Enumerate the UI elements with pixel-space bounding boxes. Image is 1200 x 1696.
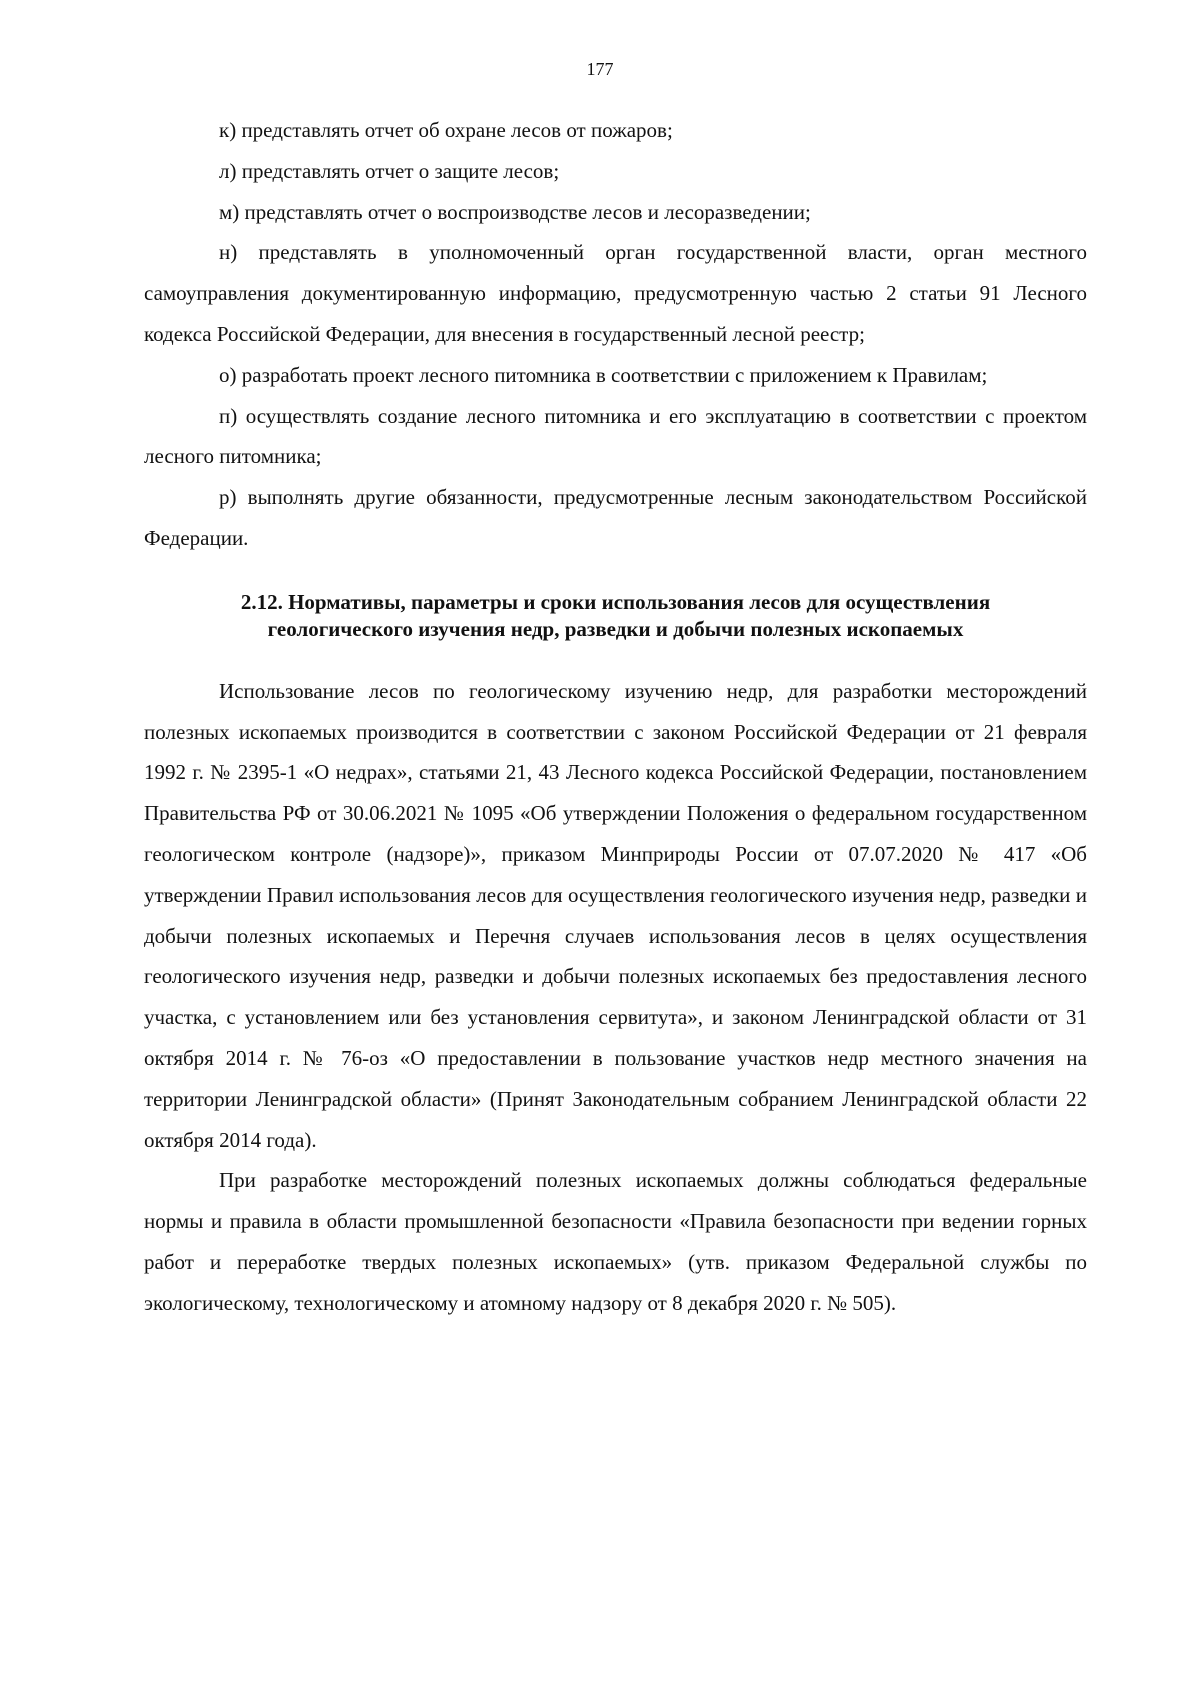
page-content [144, 110, 1087, 1324]
list-item-r: р) выполнять другие обязанности, предусмотренные лесным законодательством Российской Федерации. [144, 485, 1087, 550]
list-item-n: н) представлять в уполномоченный орган государственной власти, орган местного самоуправления документированную информацию, предусмотренную частью 2 статьи 91 Лесного кодекса Российской Федерации, для внесения в государственный лесной реестр; [144, 240, 1087, 346]
list-item-o: о) разработать проект лесного питомника в соответствии с приложением к Правилам; [219, 362, 988, 387]
list-item-p: п) осуществлять создание лесного питомника и его эксплуатацию в соответствии с проектом лесного питомника; [144, 403, 1087, 469]
section-paragraph-1: Использование лесов по геологическому изучению недр, для разработки месторождений полезных ископаемых производится в соответствии с законом Российской Федерации от 21 февраля 1992 г. № 2395-1 «О недрах», статьями 21, 43 Лесного кодекса Российской Федерации, постановлением Правительства РФ от 30.06.2021 № 1095 «Об утверждении Положения о федеральном государственном геологическом контроле (надзоре)», приказом Минприроды России от 07.07.2020 № 417 «Об утверждении Правил использования лесов для осуществления геологического изучения недр, разведки и добычи полезных ископаемых и Перечня случаев использования лесов в целях осуществления геологического изучения недр, разведки и добычи полезных ископаемых без предоставления лесного участка, с установлением или без установления сервитута», и законом Ленинградской области от 31 октября 2014 г. № 76-оз «О предоставлении в пользование участков недр местного значения на территории Ленинградской области» (Принят Законодательным собранием Ленинградской области 22 октября 2014 года). [144, 678, 1087, 1152]
page-number: 177 [586, 59, 614, 79]
section-paragraph-2: При разработке месторождений полезных ископаемых должны соблюдаться федеральные нормы и правила в области промышленной безопасности «Правила безопасности при ведении горных работ и переработке твердых полезных ископаемых» (утв. приказом Федеральной службы по экологическому, технологическому и атомному надзору от 8 декабря 2020 г. № 505). [144, 1168, 1087, 1315]
list-item-l: л) представлять отчет о защите лесов; [219, 158, 560, 183]
section-heading: 2.12. Нормативы, параметры и сроки использования лесов для осуществления геологического изучения недр, разведки и добычи полезных ископаемых [240, 589, 991, 641]
list-item-m: м) представлять отчет о воспроизводстве лесов и лесоразведении; [219, 199, 811, 224]
list-item-k: к) представлять отчет об охране лесов от пожаров; [219, 118, 673, 142]
